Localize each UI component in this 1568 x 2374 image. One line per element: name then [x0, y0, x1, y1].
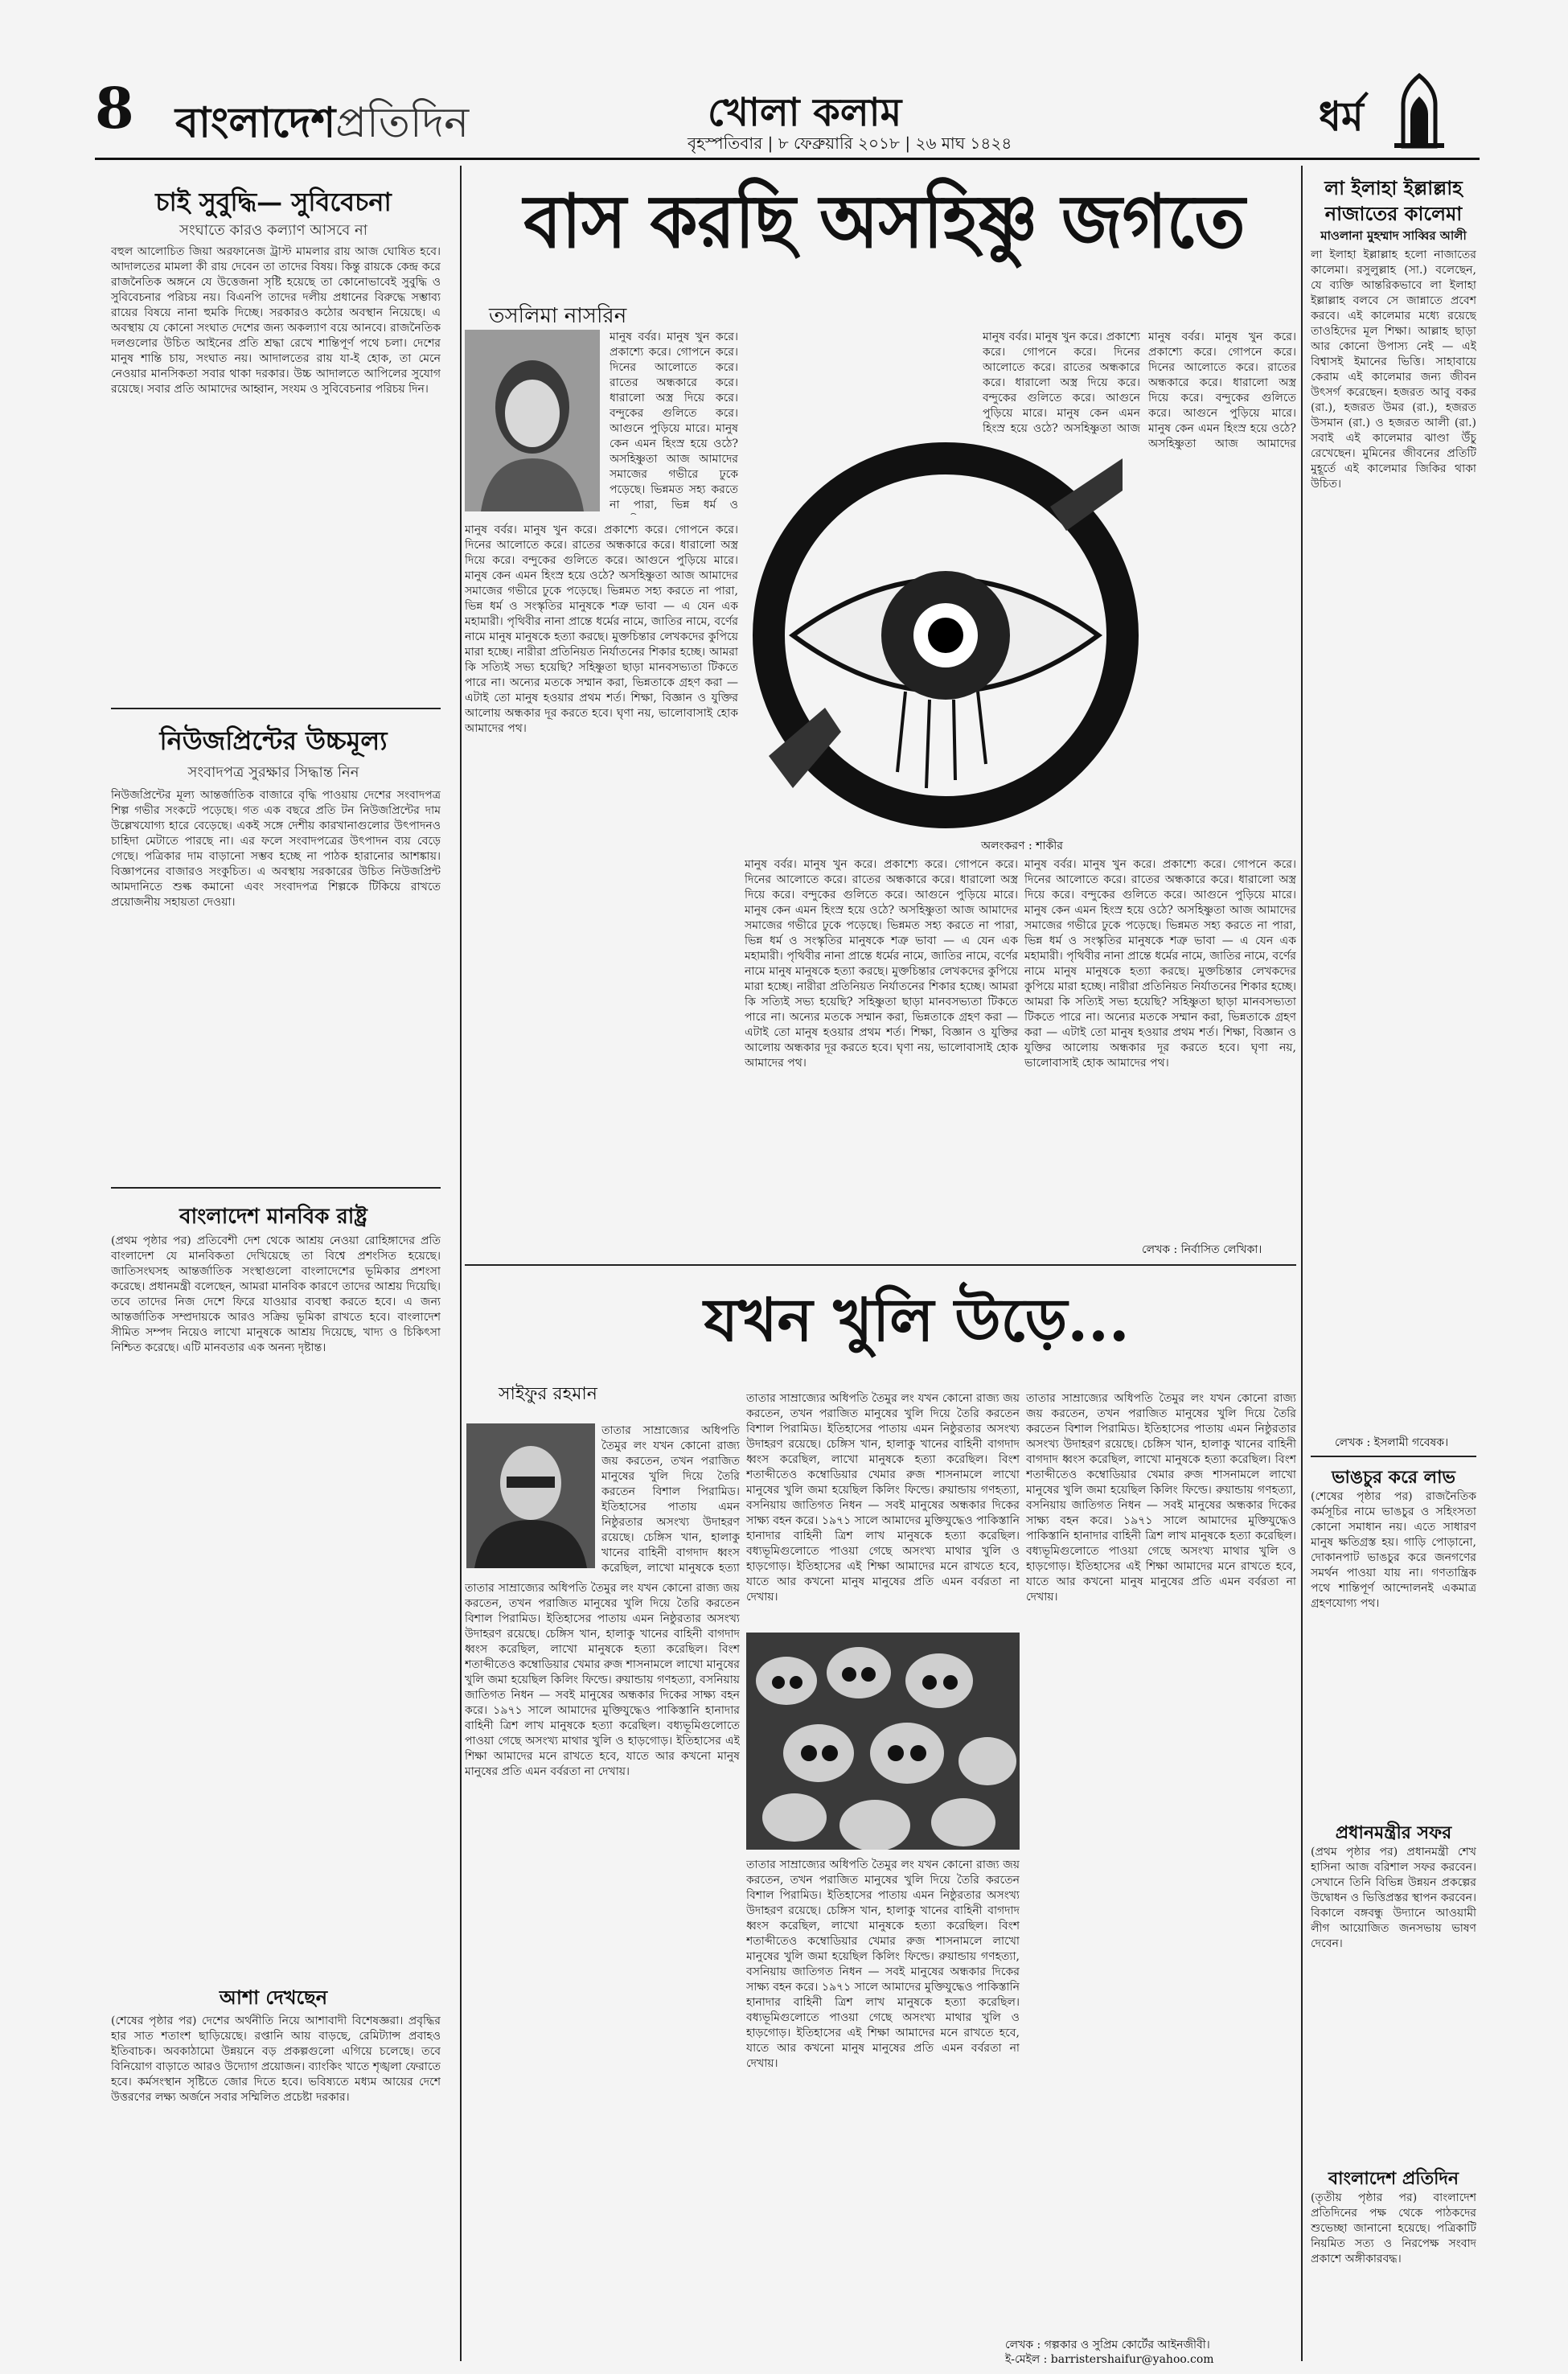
second-body-col3: তাতার সাম্রাজ্যের অধিপতি তৈমুর লং যখন কোনো রাজ্য জয় করতেন, তখন পরাজিত মানুষের খুলি দিয়ে তৈরি করতেন বিশাল পিরামিড। ইতিহাসের পাতায় এমন নিষ্ঠুরতার অসংখ্য উদাহরণ রয়েছে। চেঙ্গিস খান, হালাকু খানের বাহিনী বাগদাদ ধ্বংস করেছিল, লাখো মানুষকে হত্যা করেছিল। বিংশ শতাব্দীতেও কম্বোডিয়ার খেমার রুজ শাসনামলে লাখো মানুষের খুলি জমা হয়েছিল কিলিং ফিল্ডে। রুয়ান্ডায় গণহত্যা, বসনিয়ায় জাতিগত নিধন — সবই মানুষের অন্ধকার দিকের সাক্ষ্য বহন করে। ১৯৭১ সালে আমাদের মুক্তিযুদ্ধেও পাকিস্তানি হানাদার বাহিনী ত্রিশ লাখ মানুষকে হত্যা করেছিল। বধ্যভূমিগুলোতে পাওয়া গেছে অসংখ্য মাথার খুলি ও হাড়গোড়। ইতিহাসের এই শিক্ষা আমাদের মনে রাখতে হবে, যাতে আর কখনো মানুষ মানুষের প্রতি এমন বর্বরতা না দেখায়। [1026, 1392, 1296, 1604]
article-hope-body: (শেষের পৃষ্ঠার পর) দেশের অর্থনীতি নিয়ে আশাবাদী বিশেষজ্ঞরা। প্রবৃদ্ধির হার সাত শতাংশ ছাড়িয়েছে। রপ্তানি আয় বাড়ছে, রেমিট্যান্স প্রবাহও ইতিবাচক। অবকাঠামো উন্নয়নে বড় প্রকল্পগুলো এগিয়ে চলেছে। তবে বিনিয়োগ বাড়াতে আরও উদ্যোগ প্রয়োজন। ব্যাংকিং খাতে শৃঙ্খলা ফেরাতে হবে। কর্মসংস্থান সৃষ্টিতে জোর দিতে হবে। ভবিষ্যতে মধ্যম আয়ের দেশে উত্তরণের লক্ষ্য অর্জনে সবার সম্মিলিত প্রচেষ্টা দরকার। [111, 2015, 441, 2104]
skulls-photo [746, 1633, 1020, 1850]
illustration-credit: অলংকরণ : শাকীর [981, 840, 1064, 852]
editorial1-subtitle: সংঘাতে কারও কল্যাণ আসবে না [179, 222, 367, 239]
divider [1311, 1456, 1476, 1457]
religion-section-title: ধর্ম [1319, 92, 1364, 140]
second-author: সাইফুর রহমান [499, 1384, 597, 1404]
divider [465, 1264, 1296, 1266]
main-body-intro: মানুষ বর্বর। মানুষ খুন করে। প্রকাশ্যে করে। গোপনে করে। দিনের আলোতে করে। রাতের অন্ধকারে করে। ধারালো অস্ত্র দিয়ে করে। বন্দুকের গুলিতে করে। আগুনে পুড়িয়ে মারে। মানুষ কেন এমন হিংস্র হয়ে ওঠে? অসহিষ্ণুতা আজ আমাদের সমাজের গভীরে ঢুকে পড়েছে। ভিন্নমত সহ্য করতে না পারা, ভিন্ন ধর্ম ও [610, 331, 738, 511]
main-body-col2-top: মানুষ বর্বর। মানুষ খুন করে। প্রকাশ্যে করে। গোপনে করে। দিনের আলোতে করে। রাতের অন্ধকারে করে। ধারালো অস্ত্র দিয়ে করে। বন্দুকের গুলিতে করে। আগুনে পুড়িয়ে মারে। মানুষ কেন এমন হিংস্র হয়ে ওঠে? অসহিষ্ণুতা আজ [983, 331, 1140, 434]
second-footer-email: ই-মেইল : barristershaifur@yahoo.com [1005, 2353, 1214, 2366]
second-footer-author: লেখক : গল্পকার ও সুপ্রিম কোর্টের আইনজীবী। [1005, 2339, 1210, 2351]
brand-sub: প্রতিদিন [335, 99, 470, 147]
editorial2-subtitle: সংবাদপত্র সুরক্ষার সিদ্ধান্ত নিন [187, 764, 359, 781]
second-author-photo [466, 1423, 595, 1568]
editorial2-body: নিউজপ্রিন্টের মূল্য আন্তর্জাতিক বাজারে বৃদ্ধি পাওয়ায় দেশের সংবাদপত্র শিল্প গভীর সংকটে পড়েছে। গত এক বছরে প্রতি টন নিউজপ্রিন্টের দাম উল্লেখযোগ্য হারে বেড়েছে। একই সঙ্গে দেশীয় কারখানাগুলোর উৎপাদনও চাহিদা মেটাতে পারছে না। এর ফলে সংবাদপত্রের উৎপাদন ব্যয় বেড়ে গেছে। পত্রিকার দাম বাড়ানো সম্ভব হচ্ছে না পাঠক হারানোর আশঙ্কায়। বিজ্ঞাপনের বাজারও সংকুচিত। এ অবস্থায় সরকারের উচিত নিউজপ্রিন্ট আমদানিতে শুল্ক কমানো এবং সংবাদপত্র শিল্পকে টিকিয়ে রাখতে প্রয়োজনীয় সহায়তা দেওয়া। [111, 789, 441, 909]
date-line: বৃহস্পতিবার | ৮ ফেব্রুয়ারি ২০১৮ | ২৬ মাঘ ১৪২৪ [688, 133, 1012, 153]
divider [111, 708, 441, 709]
religion-title-line2: নাজাতের কালেমা [1324, 202, 1463, 225]
column-divider-right [1301, 166, 1303, 2361]
main-headline: বাস করছি অসহিষ্ণু জগতে [523, 178, 1246, 265]
article-hope-title: আশা দেখছেন [219, 1986, 328, 2009]
bd-pratidin-title: বাংলাদেশ প্রতিদিন [1328, 2168, 1459, 2189]
vandalism-title: ভাঙচুর করে লাভ [1332, 1467, 1455, 1488]
second-headline: যখন খুলি উড়ে... [704, 1286, 1130, 1355]
main-body-col3: মানুষ বর্বর। মানুষ খুন করে। প্রকাশ্যে করে। গোপনে করে। দিনের আলোতে করে। রাতের অন্ধকারে করে। ধারালো অস্ত্র দিয়ে করে। বন্দুকের গুলিতে করে। আগুনে পুড়িয়ে মারে। মানুষ কেন এমন হিংস্র হয়ে ওঠে? অসহিষ্ণুতা আজ আমাদের সমাজের গভীরে ঢুকে পড়েছে। ভিন্নমত সহ্য করতে না পারা, ভিন্ন ধর্ম ও সংস্কৃতির মানুষকে শত্রু ভাবা — এ যেন এক মহামারী। পৃথিবীর নানা প্রান্তে ধর্মের নামে, জাতির নামে, বর্ণের নামে মানুষ মানুষকে হত্যা করছে। মুক্তচিন্তার লেখকদের কুপিয়ে মারা হচ্ছে। নারীরা প্রতিনিয়ত নির্যাতনের শিকার হচ্ছে। আমরা কি সত্যিই সভ্য হয়েছি? সহিষ্ণুতা ছাড়া মানবসভ্যতা টিকতে পারে না। অন্যের মতকে সম্মান করা, ভিন্নতাকে গ্রহণ করা — এটাই তো মানুষ হওয়ার প্রথম শর্ত। শিক্ষা, বিজ্ঞান ও যুক্তির আলোয় অন্ধকার দূর করতে হবে। ঘৃণা নয়, ভালোবাসাই হোক আমাদের পথ। [1024, 858, 1296, 1070]
eye-illustration [745, 434, 1147, 836]
second-body-col2-bottom: তাতার সাম্রাজ্যের অধিপতি তৈমুর লং যখন কোনো রাজ্য জয় করতেন, তখন পরাজিত মানুষের খুলি দিয়ে তৈরি করতেন বিশাল পিরামিড। ইতিহাসের পাতায় এমন নিষ্ঠুরতার অসংখ্য উদাহরণ রয়েছে। চেঙ্গিস খান, হালাকু খানের বাহিনী বাগদাদ ধ্বংস করেছিল, লাখো মানুষকে হত্যা করেছিল। বিংশ শতাব্দীতেও কম্বোডিয়ার খেমার রুজ শাসনামলে লাখো মানুষের খুলি জমা হয়েছিল কিলিং ফিল্ডে। রুয়ান্ডায় গণহত্যা, বসনিয়ায় জাতিগত নিধন — সবই মানুষের অন্ধকার দিকের সাক্ষ্য বহন করে। ১৯৭১ সালে আমাদের মুক্তিযুদ্ধেও পাকিস্তানি হানাদার বাহিনী ত্রিশ লাখ মানুষকে হত্যা করেছিল। বধ্যভূমিগুলোতে পাওয়া গেছে অসংখ্য মাথার খুলি ও হাড়গোড়। ইতিহাসের এই শিক্ষা আমাদের মনে রাখতে হবে, যাতে আর কখনো মানুষ মানুষের প্রতি এমন বর্বরতা না দেখায়। [746, 1859, 1020, 2070]
section-title: খোলা কলাম [708, 90, 902, 135]
article-humanitarian-title: বাংলাদেশ মানবিক রাষ্ট্র [179, 1205, 367, 1229]
religion-title-line1: লা ইলাহা ইল্লাল্লাহ [1324, 176, 1463, 199]
second-body-col2: তাতার সাম্রাজ্যের অধিপতি তৈমুর লং যখন কোনো রাজ্য জয় করতেন, তখন পরাজিত মানুষের খুলি দিয়ে তৈরি করতেন বিশাল পিরামিড। ইতিহাসের পাতায় এমন নিষ্ঠুরতার অসংখ্য উদাহরণ রয়েছে। চেঙ্গিস খান, হালাকু খানের বাহিনী বাগদাদ ধ্বংস করেছিল, লাখো মানুষকে হত্যা করেছিল। বিংশ শতাব্দীতেও কম্বোডিয়ার খেমার রুজ শাসনামলে লাখো মানুষের খুলি জমা হয়েছিল কিলিং ফিল্ডে। রুয়ান্ডায় গণহত্যা, বসনিয়ায় জাতিগত নিধন — সবই মানুষের অন্ধকার দিকের সাক্ষ্য বহন করে। ১৯৭১ সালে আমাদের মুক্তিযুদ্ধেও পাকিস্তানি হানাদার বাহিনী ত্রিশ লাখ মানুষকে হত্যা করেছিল। বধ্যভূমিগুলোতে পাওয়া গেছে অসংখ্য মাথার খুলি ও হাড়গোড়। ইতিহাসের এই শিক্ষা আমাদের মনে রাখতে হবে, যাতে আর কখনো মানুষ মানুষের প্রতি এমন বর্বরতা না দেখায়। [746, 1392, 1020, 1604]
bd-pratidin-body: (তৃতীয় পৃষ্ঠার পর) বাংলাদেশ প্রতিদিনের পক্ষ থেকে পাঠকদের শুভেচ্ছা জানানো হয়েছে। পত্রিকাটি নিয়মিত সত্য ও নিরপেক্ষ সংবাদ প্রকাশে অঙ্গীকারবদ্ধ। [1311, 2191, 1476, 2265]
main-body-col2: মানুষ বর্বর। মানুষ খুন করে। প্রকাশ্যে করে। গোপনে করে। দিনের আলোতে করে। রাতের অন্ধকারে করে। ধারালো অস্ত্র দিয়ে করে। বন্দুকের গুলিতে করে। আগুনে পুড়িয়ে মারে। মানুষ কেন এমন হিংস্র হয়ে ওঠে? অসহিষ্ণুতা আজ আমাদের সমাজের গভীরে ঢুকে পড়েছে। ভিন্নমত সহ্য করতে না পারা, ভিন্ন ধর্ম ও সংস্কৃতির মানুষকে শত্রু ভাবা — এ যেন এক মহামারী। পৃথিবীর নানা প্রান্তে ধর্মের নামে, জাতির নামে, বর্ণের নামে মানুষ মানুষকে হত্যা করছে। মুক্তচিন্তার লেখকদের কুপিয়ে মারা হচ্ছে। নারীরা প্রতিনিয়ত নির্যাতনের শিকার হচ্ছে। আমরা কি সত্যিই সভ্য হয়েছি? সহিষ্ণুতা ছাড়া মানবসভ্যতা টিকতে পারে না। অন্যের মতকে সম্মান করা, ভিন্নতাকে গ্রহণ করা — এটাই তো মানুষ হওয়ার প্রথম শর্ত। শিক্ষা, বিজ্ঞান ও যুক্তির আলোয় অন্ধকার দূর করতে হবে। ঘৃণা নয়, ভালোবাসাই হোক আমাদের পথ। [745, 858, 1018, 1070]
author-photo [465, 330, 600, 511]
second-body-intro: তাতার সাম্রাজ্যের অধিপতি তৈমুর লং যখন কোনো রাজ্য জয় করতেন, তখন পরাজিত মানুষের খুলি দিয়ে তৈরি করতেন বিশাল পিরামিড। ইতিহাসের পাতায় এমন নিষ্ঠুরতার অসংখ্য উদাহরণ রয়েছে। চেঙ্গিস খান, হালাকু খানের বাহিনী বাগদাদ ধ্বংস করেছিল, লাখো মানুষকে হত্যা [601, 1424, 740, 1575]
editorial1-body: বহুল আলোচিত জিয়া অরফানেজ ট্রাস্ট মামলার রায় আজ ঘোষিত হবে। আদালতের মামলা কী রায় দেবেন তা তাদের বিষয়। কিন্তু রায়কে কেন্দ্র করে রাজনৈতিক অঙ্গনে যে উত্তেজনা সৃষ্টি হয়েছে তা কোনোভাবেই সুবুদ্ধি ও সুবিবেচনার পরিচয় নয়। বিএনপি তাদের দলীয় প্রধানের বিরুদ্ধে সম্ভাব্য রায়ের বিষয়ে নানা হুমকি দিচ্ছে। সরকারও কঠোর অবস্থান নিয়েছে। এ অবস্থায় যে কোনো সংঘাত দেশের জন্য অকল্যাণ বয়ে আনবে। রাজনৈতিক দলগুলোর উচিত আইনের প্রতি শ্রদ্ধা রেখে শান্তিপূর্ণ পথে চলা। দেশের মানুষ শান্তি চায়, সংঘাত নয়। আদালতের রায় যা-ই হোক, তা মেনে নেওয়ার মানসিকতা সবার থাকা দরকার। উচ্চ আদালতে আপিলের সুযোগ রয়েছে। সবার প্রতি আমাদের আহ্বান, সংযম ও সুবিবেচনার পরিচয় দিন। [111, 245, 441, 396]
brand-main: বাংলাদেশ [175, 98, 336, 147]
page-number: 8 [95, 75, 134, 142]
column-divider-left [460, 166, 462, 2361]
main-author: তসলিমা নাসরিন [489, 304, 627, 328]
article-humanitarian-body: (প্রথম পৃষ্ঠার পর) প্রতিবেশী দেশ থেকে আশ্রয় নেওয়া রোহিঙ্গাদের প্রতি বাংলাদেশ যে মানবিকতা দেখিয়েছে তা বিশ্বে প্রশংসিত হয়েছে। জাতিসংঘসহ আন্তর্জাতিক সংস্থাগুলো বাংলাদেশের ভূমিকার প্রশংসা করেছে। প্রধানমন্ত্রী বলেছেন, আমরা মানবিক কারণে তাদের আশ্রয় দিয়েছি। তবে তাদের নিজ দেশে ফিরে যাওয়ার ব্যবস্থা করতে হবে। এ জন্য আন্তর্জাতিক সম্প্রদায়কে আরও সক্রিয় ভূমিকা রাখতে হবে। বাংলাদেশ সীমিত সম্পদ নিয়েও লাখো মানুষকে আশ্রয় দিয়েছে, খাদ্য ও চিকিৎসা নিশ্চিত করেছে। এটি মানবতার এক অনন্য দৃষ্টান্ত। [111, 1234, 441, 1354]
editorial2-title: নিউজপ্রিন্টের উচ্চমূল্য [159, 725, 388, 756]
religion-body: লা ইলাহা ইল্লাল্লাহ হলো নাজাতের কালেমা। রসুলুল্লাহ (সা.) বলেছেন, যে ব্যক্তি আন্তরিকভাবে লা ইলাহা ইল্লাল্লাহ বলবে সে জান্নাতে প্রবেশ করবে। এই কালেমার মধ্যে রয়েছে তাওহিদের মূল শিক্ষা। আল্লাহ ছাড়া আর কোনো উপাস্য নেই — এই বিশ্বাসই ইমানের ভিত্তি। সাহাবায়ে কেরাম এই কালেমার জন্য জীবন উৎসর্গ করেছেন। হজরত আবু বকর (রা.), হজরত উমর (রা.), হজরত উসমান (রা.) ও হজরত আলী (রা.) সবাই এই কালেমার ঝাণ্ডা উঁচু রেখেছেন। মুমিনের জীবনের প্রতিটি মুহূর্তে এই কালেমার জিকির থাকা উচিত। [1311, 248, 1476, 491]
second-body-col1: তাতার সাম্রাজ্যের অধিপতি তৈমুর লং যখন কোনো রাজ্য জয় করতেন, তখন পরাজিত মানুষের খুলি দিয়ে তৈরি করতেন বিশাল পিরামিড। ইতিহাসের পাতায় এমন নিষ্ঠুরতার অসংখ্য উদাহরণ রয়েছে। চেঙ্গিস খান, হালাকু খানের বাহিনী বাগদাদ ধ্বংস করেছিল, লাখো মানুষকে হত্যা করেছিল। বিংশ শতাব্দীতেও কম্বোডিয়ার খেমার রুজ শাসনামলে লাখো মানুষের খুলি জমা হয়েছিল কিলিং ফিল্ডে। রুয়ান্ডায় গণহত্যা, বসনিয়ায় জাতিগত নিধন — সবই মানুষের অন্ধকার দিকের সাক্ষ্য বহন করে। ১৯৭১ সালে আমাদের মুক্তিযুদ্ধেও পাকিস্তানি হানাদার বাহিনী ত্রিশ লাখ মানুষকে হত্যা করেছিল। বধ্যভূমিগুলোতে পাওয়া গেছে অসংখ্য মাথার খুলি ও হাড়গোড়। ইতিহাসের এই শিক্ষা আমাদের মনে রাখতে হবে, যাতে আর কখনো মানুষ মানুষের প্রতি এমন বর্বরতা না দেখায়। [465, 1582, 740, 1778]
masthead-rule [95, 158, 1480, 160]
main-footer: লেখক : নির্বাসিত লেখিকা। [1142, 1243, 1262, 1256]
vandalism-body: (শেষের পৃষ্ঠার পর) রাজনৈতিক কর্মসূচির নামে ভাঙচুর ও সহিংসতা কোনো সমাধান নয়। এতে সাধারণ মানুষ ক্ষতিগ্রস্ত হয়। গাড়ি পোড়ানো, দোকানপাট ভাঙচুর করে জনগণের সমর্থন পাওয়া যায় না। গণতান্ত্রিক পথে শান্তিপূর্ণ আন্দোলনই একমাত্র গ্রহণযোগ্য পথ। [1311, 1490, 1476, 1610]
religion-author: মাওলানা মুহম্মাদ সাব্বির আলী [1320, 228, 1467, 243]
pm-visit-title: প্রধানমন্ত্রীর সফর [1335, 1822, 1452, 1843]
main-body-col1: মানুষ বর্বর। মানুষ খুন করে। প্রকাশ্যে করে। গোপনে করে। দিনের আলোতে করে। রাতের অন্ধকারে করে। ধারালো অস্ত্র দিয়ে করে। বন্দুকের গুলিতে করে। আগুনে পুড়িয়ে মারে। মানুষ কেন এমন হিংস্র হয়ে ওঠে? অসহিষ্ণুতা আজ আমাদের সমাজের গভীরে ঢুকে পড়েছে। ভিন্নমত সহ্য করতে না পারা, ভিন্ন ধর্ম ও সংস্কৃতির মানুষকে শত্রু ভাবা — এ যেন এক মহামারী। পৃথিবীর নানা প্রান্তে ধর্মের নামে, জাতির নামে, বর্ণের নামে মানুষ মানুষকে হত্যা করছে। মুক্তচিন্তার লেখকদের কুপিয়ে মারা হচ্ছে। নারীরা প্রতিনিয়ত নির্যাতনের শিকার হচ্ছে। আমরা কি সত্যিই সভ্য হয়েছি? সহিষ্ণুতা ছাড়া মানবসভ্যতা টিকতে পারে না। অন্যের মতকে সম্মান করা, ভিন্নতাকে গ্রহণ করা — এটাই তো মানুষ হওয়ার প্রথম শর্ত। শিক্ষা, বিজ্ঞান ও যুক্তির আলোয় অন্ধকার দূর করতে হবে। ঘৃণা নয়, ভালোবাসাই হোক আমাদের পথ। [465, 524, 738, 735]
divider [111, 1187, 441, 1189]
mosque-icon [1391, 72, 1447, 150]
newspaper-brand [175, 90, 469, 160]
main-body-col3-top: মানুষ বর্বর। মানুষ খুন করে। প্রকাশ্যে করে। গোপনে করে। দিনের আলোতে করে। রাতের অন্ধকারে করে। ধারালো অস্ত্র দিয়ে করে। বন্দুকের গুলিতে করে। আগুনে পুড়িয়ে মারে। মানুষ কেন এমন হিংস্র হয়ে ওঠে? অসহিষ্ণুতা আজ আমাদের [1148, 331, 1296, 450]
editorial1-title: চাই সুবুদ্ধি— সুবিবেচনা [155, 187, 392, 217]
pm-visit-body: (প্রথম পৃষ্ঠার পর) প্রধানমন্ত্রী শেখ হাসিনা আজ বরিশাল সফর করবেন। সেখানে তিনি বিভিন্ন উন্নয়ন প্রকল্পের উদ্বোধন ও ভিত্তিপ্রস্তর স্থাপন করবেন। বিকালে বঙ্গবন্ধু উদ্যানে আওয়ামী লীগ আয়োজিত জনসভায় ভাষণ দেবেন। [1311, 1846, 1476, 1950]
religion-footer: লেখক : ইসলামী গবেষক। [1335, 1436, 1449, 1449]
